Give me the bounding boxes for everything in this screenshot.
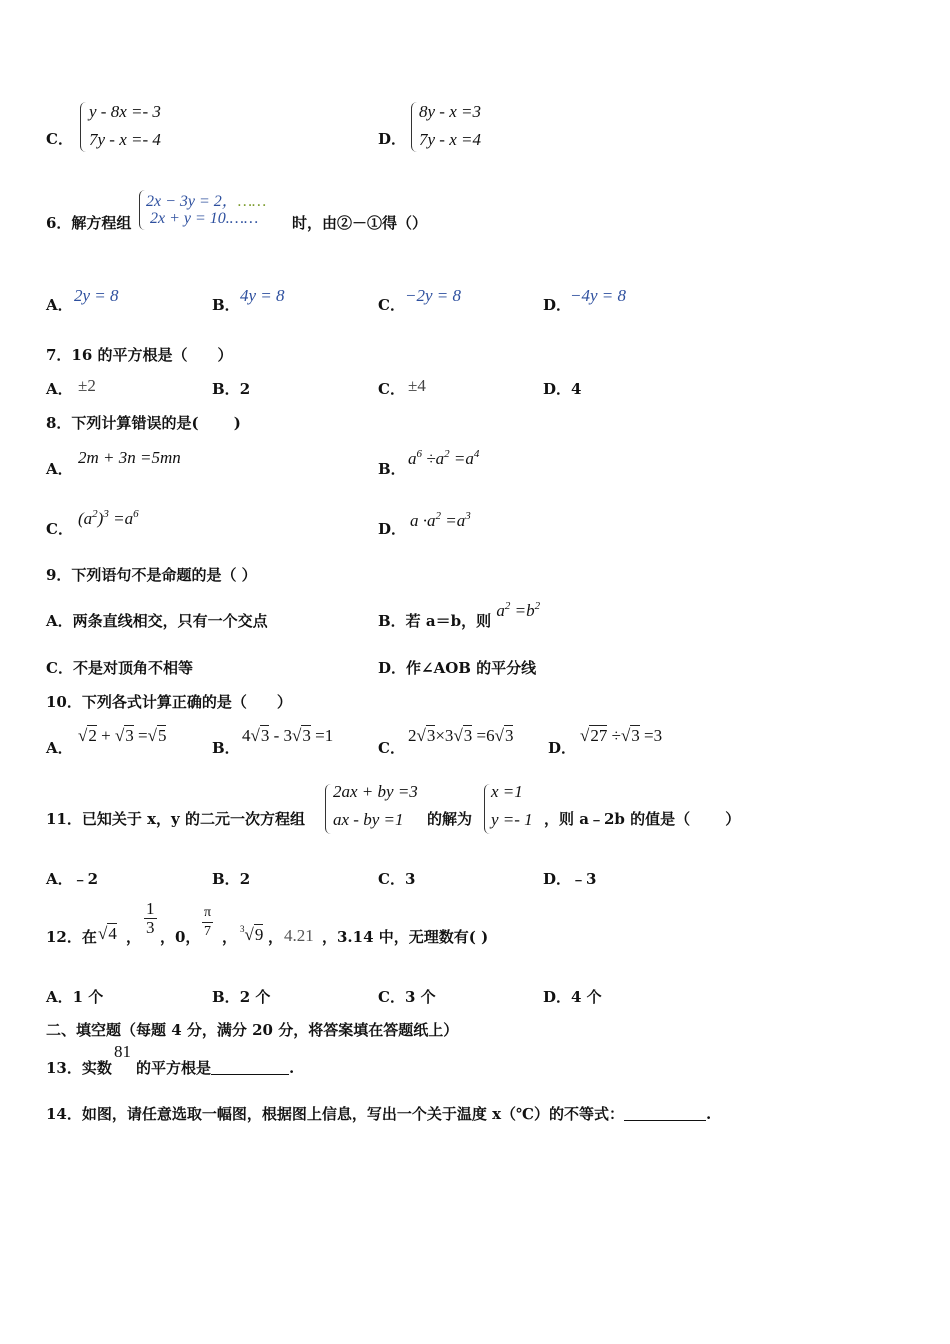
q8-option-b-label: B． (378, 460, 406, 478)
q11-option-a: A．﹣2 (46, 870, 99, 888)
q8-option-a-label: A． (46, 460, 73, 478)
q12-frac1-den: 3 (146, 918, 155, 937)
q8-option-d-label: D． (378, 520, 407, 538)
q6-tail: 时，由②－①得（） (292, 214, 428, 232)
q12-frac2-num: π (202, 904, 213, 923)
q10-option-d-label: D． (548, 739, 577, 757)
q12-sep3: ， (222, 928, 238, 946)
q8-option-d-value: $a \cdot a^2 =a^3$ (410, 510, 471, 530)
q10-text: 10．下列各式计算正确的是（ ） (46, 693, 292, 711)
q11-sys1-eq2: ax - by =1 (333, 810, 404, 829)
q12-frac1-num: 1 (146, 899, 155, 918)
q9-option-d: D．作∠AOB 的平分线 (378, 659, 537, 677)
q11-option-c: C．3 (378, 870, 416, 888)
q6-eq2: 2x + y = 10.…… (150, 210, 259, 227)
q7-option-c-label: C． (378, 380, 405, 398)
q5-d-eq1: 8y - x =3 (419, 102, 481, 121)
q11-sys2-eq2: y =- 1 (491, 810, 533, 829)
q12-pre: 12．在 (46, 928, 97, 946)
q8-option-c-value: $(a^2)^3 =a^6$ (78, 508, 139, 528)
q12-tail: ，3.14 中，无理数有( ) (322, 928, 489, 946)
q6-eq2-dots: …… (229, 210, 259, 227)
q12-sqrt4: √4 (98, 924, 117, 943)
q6-option-d-value: −4y = 8 (570, 286, 626, 305)
q7-option-d: D．4 (543, 380, 582, 398)
q8-option-a-value: 2m + 3n =5mn (78, 448, 181, 467)
q5-option-d-label: D． (378, 130, 407, 148)
q13-tail: 的平方根是 . (136, 1059, 295, 1077)
q11-option-d: D．﹣3 (543, 870, 597, 888)
q11-sys2-brace (484, 784, 491, 834)
q9-option-c: C．不是对顶角不相等 (46, 659, 193, 677)
q6-option-c-value: −2y = 8 (405, 286, 461, 305)
q7-text: 7．16 的平方根是（ ） (46, 346, 233, 364)
q10-option-a-label: A． (46, 739, 73, 757)
q12-cbrt9: $^3$√9 (240, 924, 264, 944)
q6-eq1-dots: …… (237, 193, 267, 210)
q10-option-c-value: 2√3×3√3 =6√3 (408, 726, 514, 745)
q5-c-eq2: 7y - x =- 4 (89, 130, 161, 149)
q12-sep1: ， (126, 928, 142, 946)
q12-frac2 (202, 904, 213, 941)
q9-text: 9．下列语句不是命题的是（ ） (46, 566, 257, 584)
q12-sep2: ，0， (160, 928, 201, 946)
q5-d-eq2: 7y - x =4 (419, 130, 481, 149)
q11-pre: 11．已知关于 x，y 的二元一次方程组 (46, 810, 305, 828)
q12-option-c: C．3 个 (378, 988, 436, 1006)
q10-option-c-label: C． (378, 739, 405, 757)
q7-option-b: B．2 (212, 380, 251, 398)
q13-answer-blank[interactable] (211, 1060, 289, 1075)
q8-option-b-value: $a^6 \div a^2 =a^4$ (408, 448, 480, 468)
q12-option-d: D．4 个 (543, 988, 602, 1006)
q8-option-c-label: C． (46, 520, 73, 538)
q8-text: 8．下列计算错误的是( ) (46, 414, 241, 432)
q5-option-c-label: C． (46, 130, 73, 148)
q7-option-a-label: A． (46, 380, 73, 398)
q6-option-c-label: C． (378, 296, 405, 314)
q10-option-d-value: √27 ÷√3 =3 (580, 726, 663, 745)
q5-c-brace (80, 102, 87, 152)
q12-option-b: B．2 个 (212, 988, 271, 1006)
q12-option-a: A．1 个 (46, 988, 104, 1006)
q6-option-a-value: 2y = 8 (74, 286, 119, 305)
q11-option-b: B．2 (212, 870, 251, 888)
q10-option-a-value: √2 + √3 =√5 (78, 726, 167, 745)
q6-option-b-value: 4y = 8 (240, 286, 285, 305)
q6-option-d-label: D． (543, 296, 572, 314)
q11-mid: 的解为 (427, 810, 473, 828)
q12-sep4: ， (268, 928, 284, 946)
q6-option-b-label: B． (212, 296, 240, 314)
q7-option-c-value: ±4 (408, 376, 426, 395)
q6-brace (139, 190, 145, 230)
q10-option-b-label: B． (212, 739, 240, 757)
q11-sys1-eq1: 2ax + by =3 (333, 782, 418, 801)
q6-option-a-label: A． (46, 296, 73, 314)
q14-text: 14．如图，请任意选取一幅图，根据图上信息，写出一个关于温度 x（℃）的不等式： . (46, 1105, 712, 1123)
q12-frac1 (144, 900, 157, 937)
q9-option-a: A．两条直线相交，只有一个交点 (46, 612, 268, 630)
q10-option-b-value: 4√3 - 3√3 =1 (242, 726, 334, 745)
q9-option-b: B．若 a＝b，则 $a^2 =b^2$ (378, 600, 541, 630)
q6-number: 6．解方程组 (46, 214, 132, 232)
q5-d-brace (411, 102, 418, 152)
q5-c-eq1: y - 8x =- 3 (89, 102, 161, 121)
q13-pre: 13．实数 (46, 1059, 112, 1077)
q13-number: 81 (114, 1042, 131, 1061)
q7-option-a-value: ±2 (78, 376, 96, 395)
q12-frac2-den: 7 (204, 924, 212, 939)
q11-sys2-eq1: x =1 (491, 782, 523, 801)
q12-repeating-decimal: 4.21 (284, 926, 314, 945)
q6-eq1: 2x − 3y = 2，…… (146, 193, 267, 210)
q14-answer-blank[interactable] (624, 1106, 706, 1121)
section-2-heading: 二、填空题（每题 4 分，满分 20 分，将答案填在答题纸上） (46, 1021, 459, 1039)
q11-tail: ，则 a﹣2b 的值是（ ） (544, 810, 741, 828)
q11-sys1-brace (325, 784, 332, 834)
